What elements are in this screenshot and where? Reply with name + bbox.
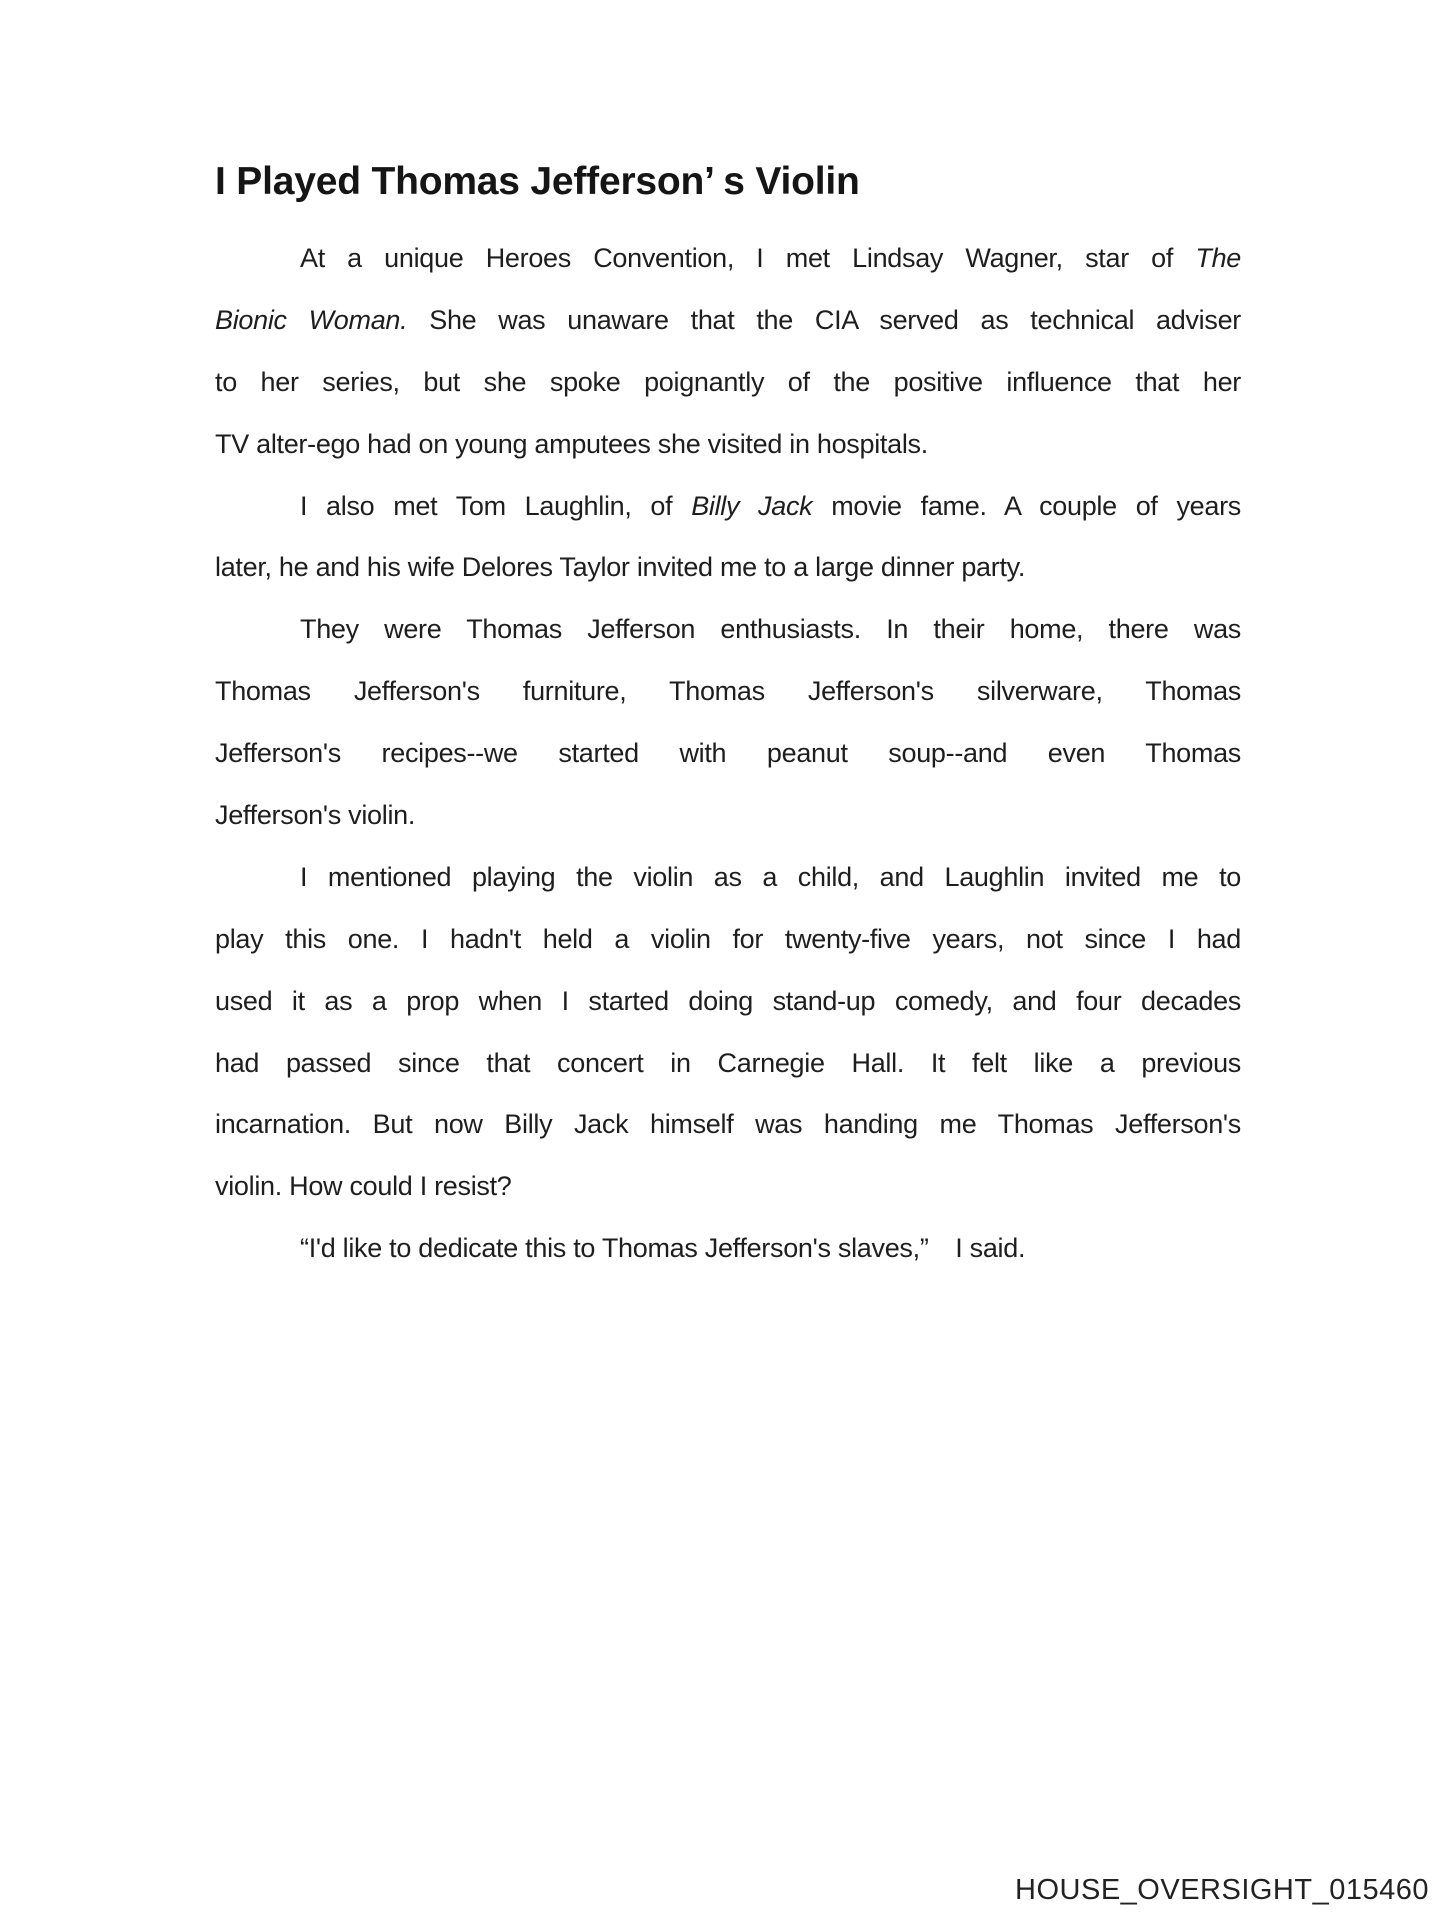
text-segment: play this one. I hadn't held a violin for twenty-five years, not since I had <box>215 923 1241 954</box>
text-line <box>215 971 1241 1033</box>
text-segment: movie fame. A couple of years <box>812 490 1241 521</box>
page-title: I Played Thomas Jefferson’ s Violin <box>215 160 860 204</box>
text-segment: Thomas Jefferson's furniture, Thomas Jefferson's silverware, Thomas <box>215 676 1241 707</box>
text-line <box>215 1218 1241 1280</box>
text-segment: used it as a prop when I started doing stand-up comedy, and four decades <box>215 985 1241 1016</box>
text-segment: At a unique Heroes Convention, I met Lindsay Wagner, star of <box>300 243 1196 273</box>
text-line <box>215 414 1241 476</box>
text-segment: TV alter-ego had on young amputees she visited in hospitals. <box>215 428 928 459</box>
text-line <box>215 909 1241 971</box>
text-line <box>215 723 1241 785</box>
document-body <box>215 228 1241 1280</box>
text-line <box>215 476 1241 538</box>
italic-text-segment: The <box>1195 243 1241 273</box>
text-line <box>215 785 1241 847</box>
text-segment: She was unaware that the CIA served as technical adviser <box>407 304 1241 335</box>
text-segment: violin. How could I resist? <box>215 1171 512 1202</box>
text-segment: Jefferson's violin. <box>215 800 416 831</box>
bates-stamp: HOUSE_OVERSIGHT_015460 <box>1015 1874 1429 1906</box>
text-segment: I mentioned playing the violin as a child, and Laughlin invited me to <box>300 861 1241 892</box>
text-segment: “I'd like to dedicate this to Thomas Jefferson's slaves,” I said. <box>300 1233 1026 1264</box>
text-segment: Jefferson's recipes--we started with peanut soup--and even Thomas <box>215 738 1241 769</box>
text-line <box>215 537 1241 599</box>
text-segment: had passed since that concert in Carnegie Hall. It felt like a previous <box>215 1047 1241 1078</box>
text-line <box>215 599 1241 661</box>
text-segment: to her series, but she spoke poignantly of the positive influence that her <box>215 366 1241 397</box>
text-segment: They were Thomas Jefferson enthusiasts. In their home, there was <box>300 614 1241 645</box>
text-line <box>215 661 1241 723</box>
text-line <box>215 1156 1241 1218</box>
text-line <box>215 1094 1241 1156</box>
text-line <box>215 290 1241 352</box>
text-line <box>215 228 1241 290</box>
text-line <box>215 1033 1241 1095</box>
italic-text-segment: Bionic Woman. <box>215 304 408 335</box>
text-segment: incarnation. But now Billy Jack himself was handing me Thomas Jefferson's <box>215 1109 1241 1140</box>
text-line <box>215 847 1241 909</box>
text-segment: later, he and his wife Delores Taylor invited me to a large dinner party. <box>215 552 1026 583</box>
text-line <box>215 352 1241 414</box>
italic-text-segment: Billy Jack <box>691 490 813 521</box>
text-segment: I also met Tom Laughlin, of <box>300 490 692 521</box>
